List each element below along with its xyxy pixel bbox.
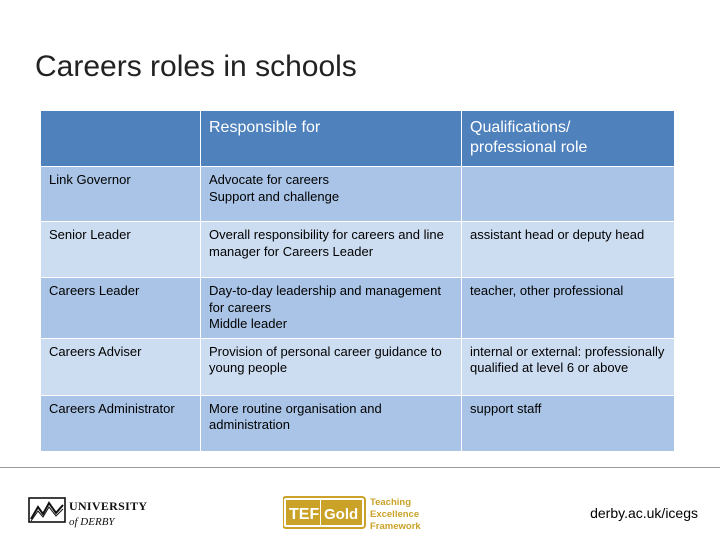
header-role bbox=[41, 111, 201, 167]
responsible-cell: More routine organisation and administration bbox=[201, 395, 462, 451]
careers-roles-table bbox=[40, 110, 675, 452]
role-cell: Careers Adviser bbox=[41, 338, 201, 395]
uod-line1: UNIVERSITY bbox=[69, 499, 148, 513]
role-cell: Link Governor bbox=[41, 167, 201, 222]
site-url: derby.ac.uk/icegs bbox=[590, 505, 698, 521]
role-cell: Senior Leader bbox=[41, 222, 201, 278]
footer-divider bbox=[0, 467, 720, 468]
qualification-cell bbox=[462, 167, 675, 222]
tef-line2: Excellence bbox=[370, 509, 420, 520]
tef-line1: Teaching bbox=[370, 497, 411, 508]
table-row bbox=[41, 395, 675, 451]
table-header-row bbox=[41, 111, 675, 167]
tef-line3: Framework bbox=[370, 521, 421, 532]
responsible-cell: Provision of personal career guidance to young people bbox=[201, 338, 462, 395]
header-qualifications: Qualifications/ professional role bbox=[462, 111, 675, 167]
table-row bbox=[41, 338, 675, 395]
qualification-cell: support staff bbox=[462, 395, 675, 451]
responsible-cell: Advocate for careers Support and challenge bbox=[201, 167, 462, 222]
tef-gold-label: Gold bbox=[324, 506, 359, 523]
table-row bbox=[41, 167, 675, 222]
responsible-cell: Day-to-day leadership and management for careers Middle leader bbox=[201, 278, 462, 339]
slide-title: Careers roles in schools bbox=[35, 50, 357, 83]
responsible-cell: Overall responsibility for careers and line manager for Careers Leader bbox=[201, 222, 462, 278]
qualification-cell: internal or external: professionally qualified at level 6 or above bbox=[462, 338, 675, 395]
role-cell: Careers Administrator bbox=[41, 395, 201, 451]
header-responsible-for: Responsible for bbox=[201, 111, 462, 167]
tef-gold-logo bbox=[283, 494, 433, 532]
table-row bbox=[41, 278, 675, 339]
qualification-cell: assistant head or deputy head bbox=[462, 222, 675, 278]
table-row bbox=[41, 222, 675, 278]
qualification-cell: teacher, other professional bbox=[462, 278, 675, 339]
uod-emblem-icon bbox=[29, 498, 65, 522]
uod-line2: of DERBY bbox=[69, 516, 115, 528]
university-of-derby-logo bbox=[28, 495, 153, 531]
tef-mark: TEF bbox=[289, 506, 320, 523]
role-cell: Careers Leader bbox=[41, 278, 201, 339]
